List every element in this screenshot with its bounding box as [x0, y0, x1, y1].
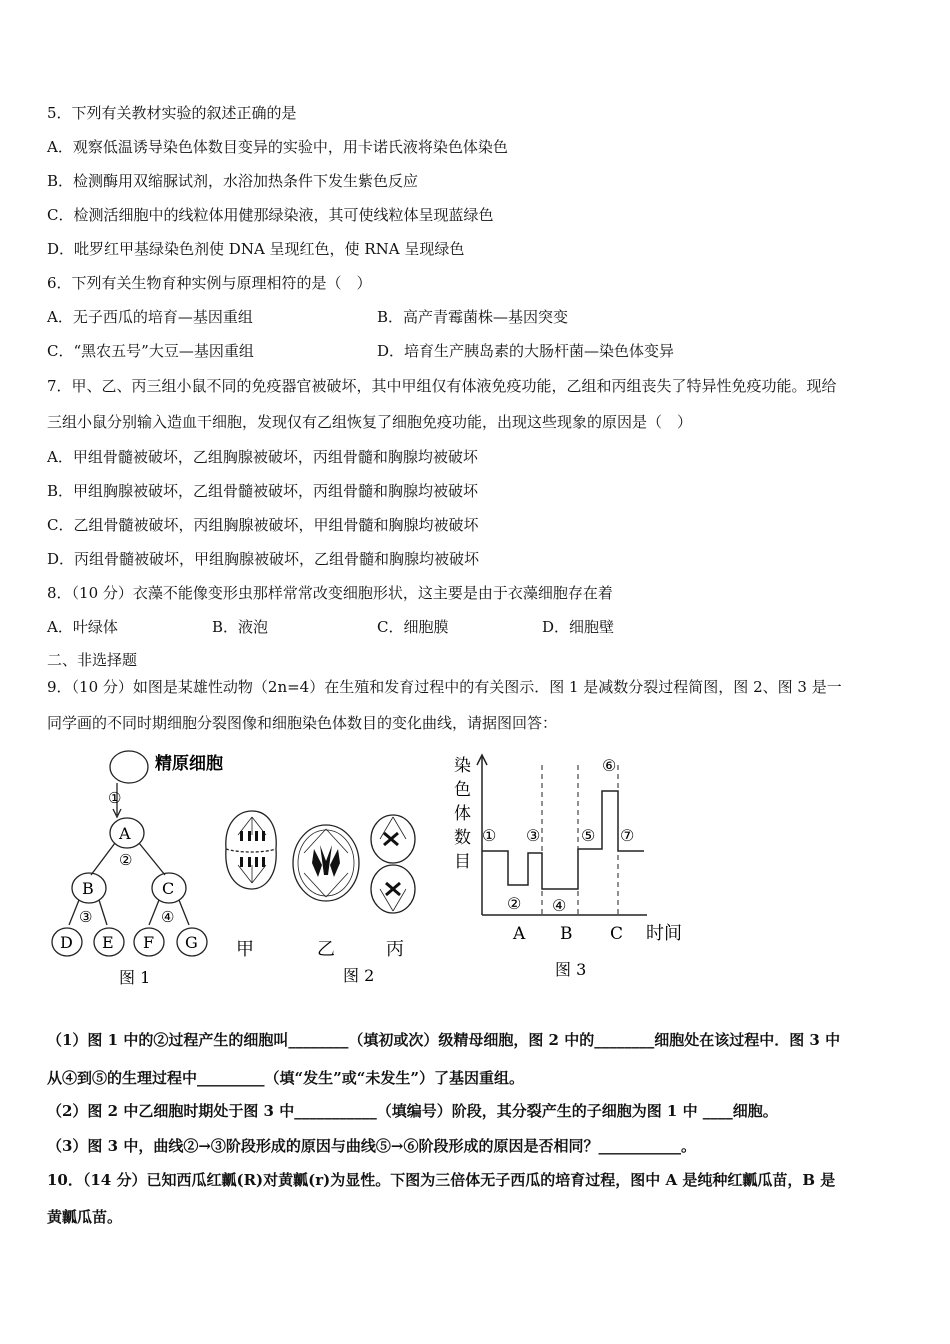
q6-option-d: D．培育生产胰岛素的大肠杆菌—染色体变异 — [377, 342, 675, 360]
stage-6: ⑥ — [602, 756, 617, 775]
xlabel: 时间 — [646, 923, 682, 944]
q6-stem: 6．下列有关生物育种实例与原理相符的是（ ） — [47, 274, 372, 292]
q8-stem: 8．（10 分）衣藻不能像变形虫那样常常改变细胞形状，这主要是由于衣藻细胞存在着 — [47, 584, 613, 602]
q8-option-d: D．细胞壁 — [542, 618, 615, 636]
figure-2-label-bing: 丙 — [386, 939, 404, 960]
q6-option-c: C．“黑农五号”大豆—基因重组 — [47, 342, 254, 360]
q8-option-c: C．细胞膜 — [377, 618, 449, 636]
q8-option-a: A．叶绿体 — [47, 618, 118, 636]
figure-2-caption: 图 2 — [343, 966, 375, 985]
stage-4: ④ — [552, 896, 567, 915]
q9-sub1-line2: 从④到⑤的生理过程中_________（填“发生”或“未发生”）了基因重组。 — [47, 1069, 525, 1087]
figure-3-ylabel — [454, 756, 471, 872]
ylabel-char-4: 数 — [454, 828, 471, 848]
q10-stem-line2: 黄瓤瓜苗。 — [47, 1208, 123, 1226]
figure-2-label-yi: 乙 — [317, 939, 335, 960]
figure-1-step-3: ③ — [79, 908, 93, 926]
figure-1-node-c: C — [162, 879, 175, 898]
stage-5: ⑤ — [581, 826, 596, 845]
q7-option-b: B．甲组胸腺被破坏，乙组骨髓被破坏，丙组骨髓和胸腺均被破坏 — [47, 482, 479, 500]
figure-1-node-b: B — [82, 879, 94, 898]
figure-1-meiosis-diagram — [45, 745, 225, 995]
figure-3-chromosome-curve — [452, 745, 692, 995]
q7-option-c: C．乙组骨髓被破坏，丙组胸腺被破坏，甲组骨髓和胸腺均被破坏 — [47, 516, 479, 534]
q5-option-d: D．吡罗红甲基绿染色剂使 DNA 呈现红色，使 RNA 呈现绿色 — [47, 240, 465, 258]
q5-option-b: B．检测酶用双缩脲试剂，水浴加热条件下发生紫色反应 — [47, 172, 419, 190]
figure-2-label-jia: 甲 — [236, 939, 254, 960]
figure-1-node-g: G — [185, 933, 198, 952]
q7-option-a: A．甲组骨髓被破坏，乙组胸腺被破坏，丙组骨髓和胸腺均被破坏 — [47, 448, 478, 466]
ylabel-char-2: 色 — [454, 780, 471, 800]
stage-2: ② — [507, 894, 522, 913]
figure-1-step-1: ① — [108, 789, 122, 807]
q10-stem-line1: 10．（14 分）已知西瓜红瓤(R)对黄瓤(r)为显性。下图为三倍体无子西瓜的培育过程，图中 A 是纯种红瓤瓜苗，B 是 — [47, 1171, 836, 1189]
section-heading: 二、非选择题 — [47, 651, 138, 669]
figure-1-node-e: E — [102, 933, 114, 952]
cell-jia-equator — [226, 849, 276, 852]
q9-sub2: （2）图 2 中乙细胞时期处于图 3 中___________（填编号）阶段，其分裂产生的子细胞为图 1 中 ____细胞。 — [47, 1102, 778, 1120]
q9-stem-line1: 9．（10 分）如图是某雄性动物（2n=4）在生殖和发育过程中的有关图示．图 1 是减数分裂过程简图，图 2、图 3 是一 — [47, 678, 842, 696]
q9-sub1-line1: （1）图 1 中的②过程产生的细胞叫________（填初或次）级精母细胞，图 2 中的________细胞处在该过程中．图 3 中 — [47, 1031, 841, 1049]
q7-stem-line2: 三组小鼠分别输入造血干细胞，发现仅有乙组恢复了细胞免疫功能，出现这些现象的原因是（ ） — [47, 413, 693, 431]
q7-option-d: D．丙组骨髓被破坏，甲组胸腺被破坏，乙组骨髓和胸腺均被破坏 — [47, 550, 480, 568]
figure-1-title: 精原细胞 — [155, 754, 223, 774]
figure-1-step-4: ④ — [161, 908, 175, 926]
cell-jia-outline — [226, 811, 276, 889]
stage-7: ⑦ — [620, 826, 635, 845]
q5-option-c: C．检测活细胞中的线粒体用健那绿染液，其可使线粒体呈现蓝绿色 — [47, 206, 494, 224]
q9-sub3: （3）图 3 中，曲线②→③阶段形成的原因与曲线⑤→⑥阶段形成的原因是否相同？___________。 — [47, 1137, 696, 1155]
q5-option-a: A．观察低温诱导染色体数目变异的实验中，用卡诺氏液将染色体染色 — [47, 138, 508, 156]
ylabel-char-5: 目 — [454, 852, 471, 872]
q6-option-b: B．高产青霉菌株—基因突变 — [377, 308, 569, 326]
ylabel-char-1: 染 — [454, 756, 471, 776]
stage-1: ① — [482, 826, 497, 845]
figure-1-caption: 图 1 — [119, 968, 151, 987]
figure-1-step-2: ② — [119, 851, 133, 869]
xtick-c: C — [610, 924, 624, 944]
q8-option-b: B．液泡 — [212, 618, 269, 636]
xtick-b: B — [560, 924, 573, 944]
figure-2-cell-division-images — [218, 805, 443, 995]
xtick-a: A — [513, 924, 526, 944]
q5-stem: 5．下列有关教材实验的叙述正确的是 — [47, 104, 297, 122]
ylabel-char-3: 体 — [454, 804, 471, 824]
figure-1-node-f: F — [143, 933, 155, 952]
q9-stem-line2: 同学画的不同时期细胞分裂图像和细胞染色体数目的变化曲线，请据图回答： — [47, 714, 558, 732]
q7-stem-line1: 7．甲、乙、丙三组小鼠不同的免疫器官被破坏，其中甲组仅有体液免疫功能，乙组和丙组丧失了特异性免疫功能。现给 — [47, 377, 837, 395]
figure-1-node-a: A — [119, 824, 131, 843]
figure-3-caption: 图 3 — [555, 960, 587, 979]
q6-option-a: A．无子西瓜的培育—基因重组 — [47, 308, 253, 326]
figure-1-node-d: D — [60, 933, 73, 952]
stage-3: ③ — [526, 826, 541, 845]
